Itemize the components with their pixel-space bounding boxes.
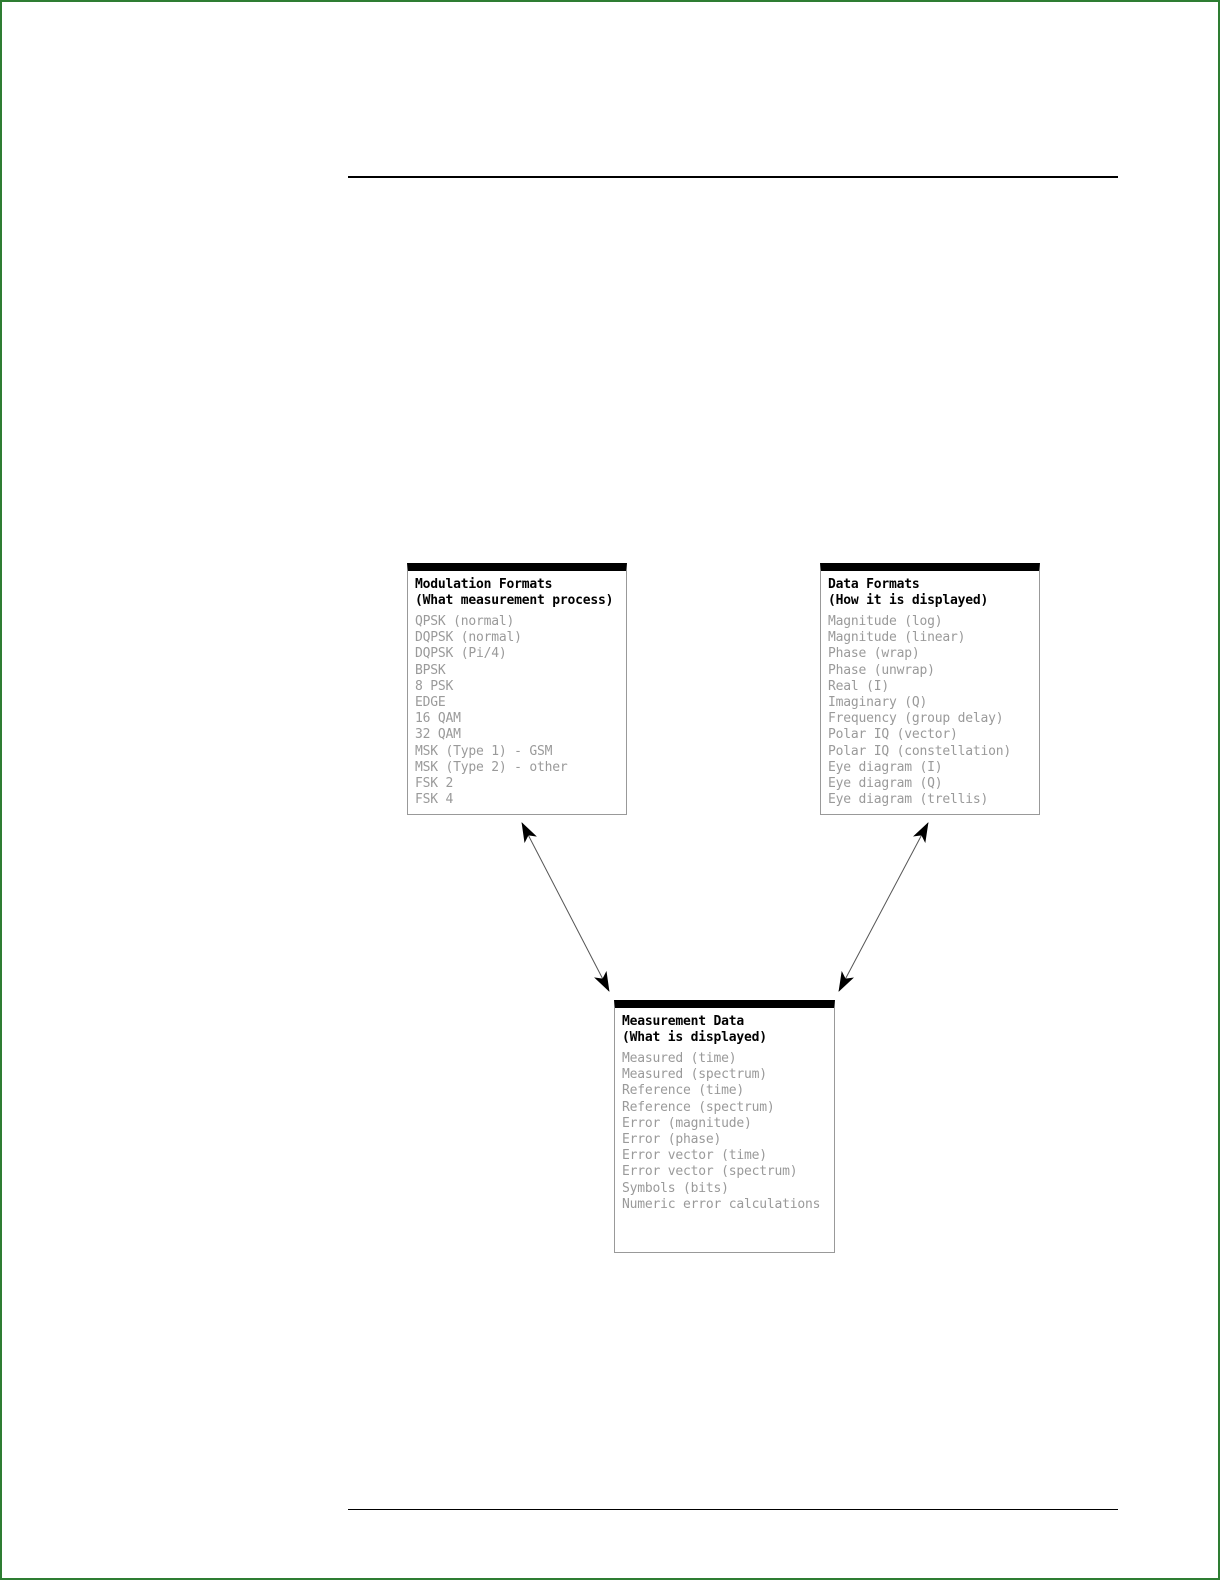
list-item: DQPSK (normal): [415, 630, 522, 646]
list-item: 16 QAM: [415, 711, 461, 727]
list-item: Magnitude (linear): [828, 630, 966, 646]
list-item: Measured (time): [622, 1051, 737, 1066]
list-item: Polar IQ (constellation): [828, 743, 1012, 759]
list-item: FSK 4: [415, 792, 454, 808]
list-item: Eye diagram (Q): [828, 776, 943, 792]
list-item: MSK (Type 1) - GSM: [415, 743, 553, 759]
list-item: Phase (wrap): [828, 646, 920, 662]
list-item: Frequency (group delay): [828, 711, 1004, 727]
list-item: 32 QAM: [415, 727, 461, 743]
measurement-data-subtitle: (What is displayed): [622, 1030, 767, 1045]
modulation-formats-title: Modulation Formats: [415, 577, 553, 592]
list-item: Error (magnitude): [622, 1115, 752, 1131]
list-item: Error vector (time): [622, 1148, 767, 1164]
list-item: FSK 2: [415, 776, 454, 792]
list-item: Symbols (bits): [622, 1180, 729, 1196]
list-item: Eye diagram (trellis): [828, 792, 989, 808]
arrow-modulation-to-measurement: [522, 823, 609, 991]
header-rule: [348, 176, 1118, 178]
data-formats-box: [820, 563, 1040, 815]
data-formats-subtitle: (How it is displayed): [828, 593, 989, 608]
footer-rule: [348, 1509, 1118, 1510]
list-item: EDGE: [415, 695, 446, 711]
list-item: MSK (Type 2) - other: [415, 759, 568, 775]
measurement-data-list: [622, 1051, 834, 1213]
data-formats-title: Data Formats: [828, 577, 920, 592]
list-item: BPSK: [415, 662, 446, 678]
list-item: Error (phase): [622, 1132, 722, 1148]
list-item: Eye diagram (I): [828, 759, 943, 775]
list-item: Polar IQ (vector): [828, 727, 958, 743]
list-item: Imaginary (Q): [828, 695, 928, 711]
list-item: Magnitude (log): [828, 614, 943, 629]
list-item: Error vector (spectrum): [622, 1164, 798, 1180]
measurement-data-title: Measurement Data: [622, 1014, 745, 1029]
arrow-data-to-measurement: [839, 823, 928, 991]
list-item: Reference (time): [622, 1083, 745, 1099]
list-item: QPSK (normal): [415, 614, 515, 629]
list-item: Numeric error calculations: [622, 1196, 821, 1212]
modulation-formats-subtitle: (What measurement process): [415, 593, 614, 608]
list-item: Real (I): [828, 678, 890, 694]
modulation-formats-box: [407, 563, 627, 815]
list-item: DQPSK (Pi/4): [415, 646, 507, 662]
list-item: 8 PSK: [415, 678, 454, 694]
list-item: Measured (spectrum): [622, 1067, 767, 1083]
list-item: Reference (spectrum): [622, 1099, 775, 1115]
data-formats-list: [828, 614, 1039, 808]
list-item: Phase (unwrap): [828, 662, 935, 678]
modulation-formats-list: [415, 614, 626, 808]
measurement-data-box: [614, 1000, 835, 1253]
